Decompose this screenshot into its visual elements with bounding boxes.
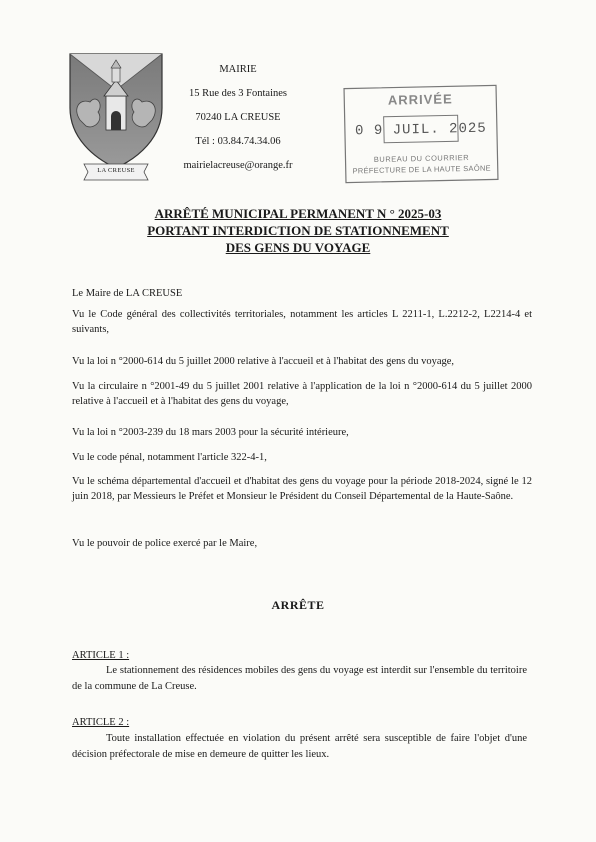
crest-label: LA CREUSE [97,167,135,174]
arrete-heading: ARRÊTE [271,598,325,612]
preamble-vu-loi-2000: Vu la loi n °2000-614 du 5 juillet 2000 relative à l'accueil et à l'habitat des gens du voyage, [72,356,455,367]
article-1-label: ARTICLE 1 : [72,650,130,661]
preamble-vu-loi-2003: Vu la loi n °2003-239 du 18 mars 2003 pour la sécurité intérieure, [72,427,349,438]
stamp-date: 0 9 JUIL. 2025 [354,120,487,140]
mairie-city: 70240 LA CREUSE [195,112,281,123]
mairie-name: MAIRIE [219,64,257,75]
title-line-3: DES GENS DU VOYAGE [225,240,371,255]
mairie-header [178,58,298,178]
stamp-office: BUREAU DU COURRIER [373,152,470,164]
title-line-1: ARRÊTÉ MUNICIPAL PERMANENT N ° 2025-03 [154,206,442,221]
mairie-email: mairielacreuse@orange.fr [183,160,293,171]
preamble-vu-schema: Vu le schéma départemental d'accueil et d'habitat des gens du voyage pour la période 2018-2024, signé le 12 juin 2018, par Messieurs le Préfet et Monsieur le Président du Conseil Départemental de la Haute-Saône. [72,476,532,502]
stamp-status: ARRIVÉE [387,91,453,108]
preamble-vu-circulaire: Vu la circulaire n °2001-49 du 5 juillet 2001 relative à l'application de la loi n °2000-614 du 5 juillet 2000 relative à l'accueil et à l'habitat des gens du voyage, [72,381,532,407]
preamble-vu-pouvoir: Vu le pouvoir de police exercé par le Maire, [72,538,258,549]
article-2-text: Toute installation effectuée en violation du présent arrêté sera susceptible de faire l'objet d'une décision préfectorale de mise en demeure de quitter les lieux. [72,733,527,760]
document-title [100,205,496,256]
mairie-address: 15 Rue des 3 Fontaines [189,88,287,99]
article-2-label: ARTICLE 2 : [72,717,130,728]
mairie-phone: Tél : 03.84.74.34.06 [195,136,281,147]
preamble-maire: Le Maire de LA CREUSE [72,288,183,299]
coat-of-arms-logo [66,50,166,182]
stamp-prefecture: PRÉFECTURE DE LA HAUTE SAÔNE [352,163,492,176]
preamble-vu-cgct: Vu le Code général des collectivités territoriales, notamment les articles L 2211-1, L.2212-2, L2214-4 et suivants, [72,309,532,335]
title-line-2: PORTANT INTERDICTION DE STATIONNEMENT [147,223,449,238]
article-1-text: Le stationnement des résidences mobiles des gens du voyage est interdit sur l'ensemble du territoire de la commune de La Creuse. [72,665,527,692]
arrival-stamp [343,84,499,183]
preamble-vu-code-penal: Vu le code pénal, notamment l'article 322-4-1, [72,452,267,463]
